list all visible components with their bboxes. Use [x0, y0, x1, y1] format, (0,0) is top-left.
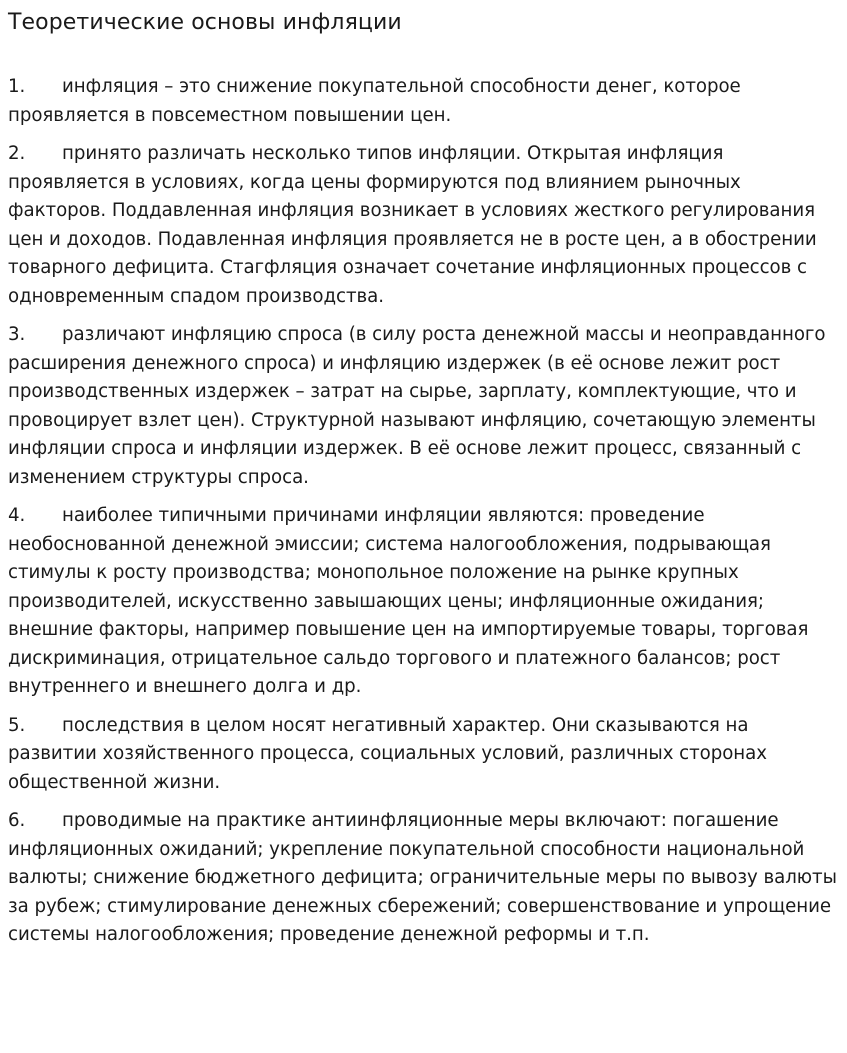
list-item [8, 321, 839, 492]
page-title: Теоретические основы инфляции [8, 10, 402, 35]
item-text: принято различать несколько типов инфляции. Открытая инфляция проявляется в условиях, когда цены формируются под влиянием рыночных факторов. Поддавленная инфляция возникает в условиях жесткого регулирования цен и доходов. Подавленная инфляция проявляется не в росте цен, а в обострении товарного дефицита. Стагфляция означает сочетание инфляционных процессов с одновременным спадом производства. [8, 143, 817, 307]
item-number: 4. [8, 505, 26, 526]
item-text: наиболее типичными причинами инфляции являются: проведение необоснованной денежной эмиссии; система налогообложения, подрывающая стимулы к росту производства; монопольное положение на рынке крупных производителей, искусственно завышающих цены; инфляционные ожидания; внешние факторы, например повышение цен на импортируемые товары, торговая дискриминация, отрицательное сальдо торгового и платежного балансов; рост внутреннего и внешнего долга и др. [8, 505, 809, 697]
list-item [8, 712, 839, 798]
list-item [8, 502, 839, 702]
list-item [8, 807, 839, 950]
item-number: 6. [8, 810, 26, 831]
item-number: 2. [8, 143, 26, 164]
item-number: 3. [8, 324, 26, 345]
item-text: инфляция – это снижение покупательной способности денег, которое проявляется в повсеместном повышении цен. [8, 76, 741, 126]
item-text: последствия в целом носят негативный характер. Они сказываются на развитии хозяйственного процесса, социальных условий, различных сторонах общественной жизни. [8, 714, 767, 793]
item-number: 1. [8, 76, 26, 97]
list-item [8, 73, 839, 130]
item-text: проводимые на практике антиинфляционные меры включают: погашение инфляционных ожиданий; укрепление покупательной способности национальной валюты; снижение бюджетного дефицита; ограничительные меры по вывозу валюты за рубеж; стимулирование денежных сбережений; совершенствование и упрощение системы налогообложения; проведение денежной реформы и т.п. [8, 810, 837, 945]
item-text: различают инфляцию спроса (в силу роста денежной массы и неоправданного расширения денежного спроса) и инфляцию издержек (в её основе лежит рост производственных издержек – затрат на сырье, зарплату, комплектующие, что и провоцирует взлет цен). Структурной называют инфляцию, сочетающую элементы инфляции спроса и инфляции издержек. В её основе лежит процесс, связанный с изменением структуры спроса. [8, 324, 826, 488]
item-number: 5. [8, 714, 26, 736]
list-item [8, 140, 839, 311]
